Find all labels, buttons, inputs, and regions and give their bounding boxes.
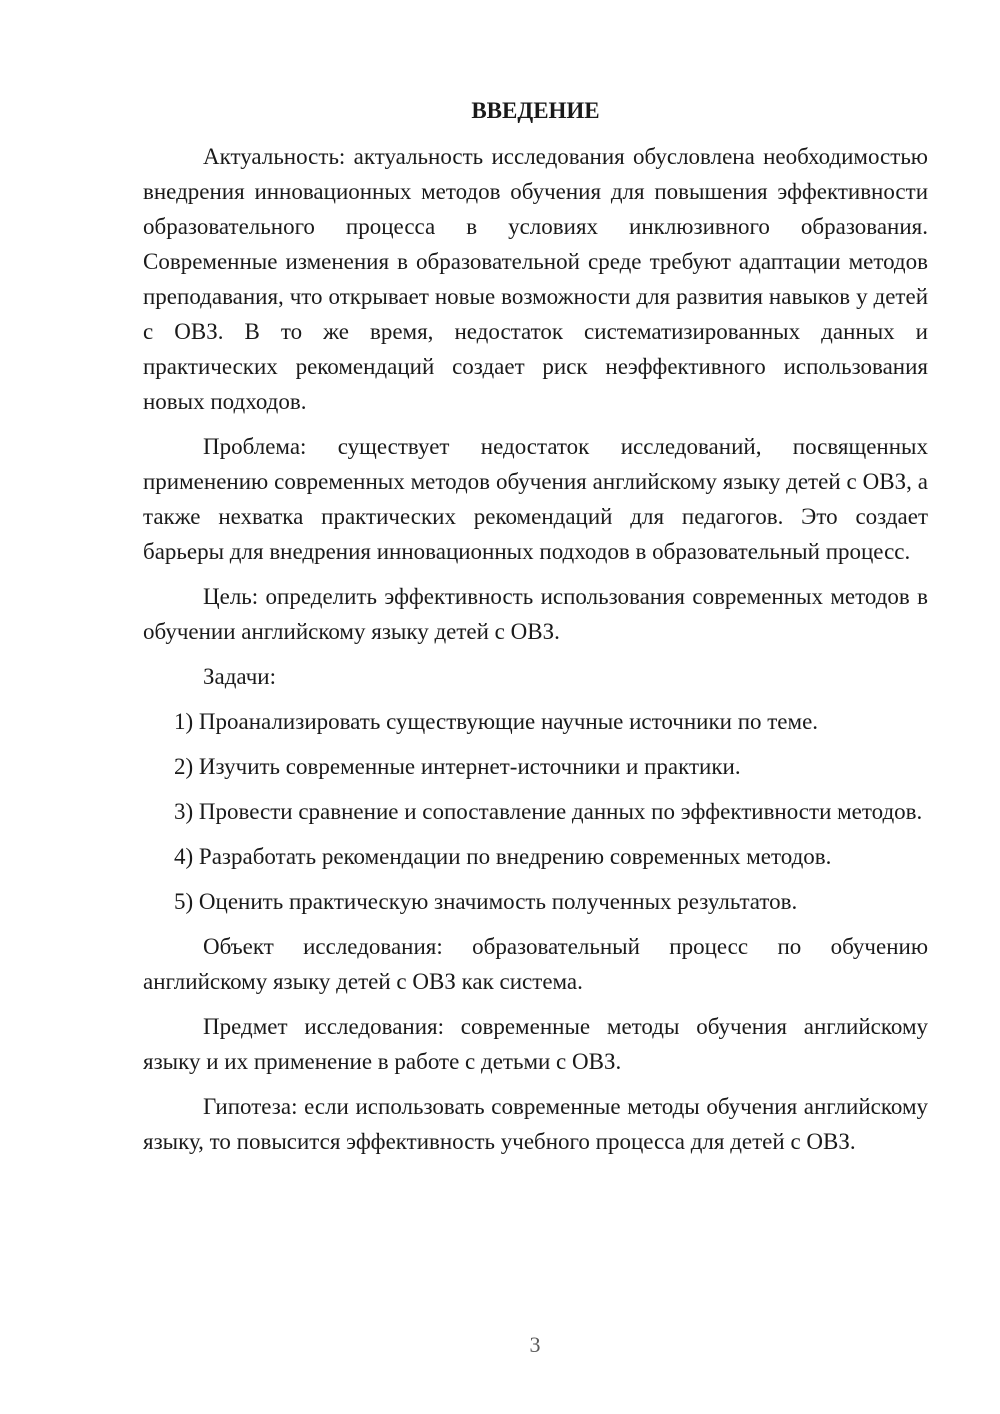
page-number: 3 (529, 1332, 541, 1357)
tasks-heading: Задачи: (203, 664, 276, 689)
hypothesis-paragraph: Гипотеза: если использовать современные методы обучения английскому языку, то повысится эффективность учебного процесса для детей с ОВЗ. (143, 1094, 928, 1154)
tasks-list (143, 704, 928, 919)
page-content (143, 93, 928, 1169)
task-item: 4) Разработать рекомендации по внедрению современных методов. (174, 844, 832, 869)
object-paragraph: Объект исследования: образовательный процесс по обучению английскому языку детей с ОВЗ как система. (143, 934, 928, 994)
relevance-paragraph: Актуальность: актуальность исследования обусловлена необходимостью внедрения инновационных методов обучения для повышения эффективности образовательного процесса в условиях инклюзивного образования. Современные изменения в образовательной среде требуют адаптации методов преподавания, что открывает новые возможности для развития навыков у детей с ОВЗ. В то же время, недостаток систематизированных данных и практических рекомендаций создает риск неэффективного использования новых подходов. (143, 144, 928, 414)
task-item: 5) Оценить практическую значимость полученных результатов. (174, 889, 798, 914)
task-item: 3) Провести сравнение и сопоставление данных по эффективности методов. (174, 799, 923, 824)
page-title: ВВЕДЕНИЕ (471, 98, 600, 123)
goal-paragraph: Цель: определить эффективность использования современных методов в обучении английскому языку детей с ОВЗ. (143, 584, 928, 644)
task-item: 1) Проанализировать существующие научные источники по теме. (174, 709, 819, 734)
subject-paragraph: Предмет исследования: современные методы обучения английскому языку и их применение в работе с детьми с ОВЗ. (143, 1014, 928, 1074)
problem-paragraph: Проблема: существует недостаток исследований, посвященных применению современных методов обучения английскому языку детей с ОВЗ, а также нехватка практических рекомендаций для педагогов. Это создает барьеры для внедрения инновационных подходов в образовательный процесс. (143, 434, 928, 564)
task-item: 2) Изучить современные интернет-источники и практики. (174, 754, 741, 779)
